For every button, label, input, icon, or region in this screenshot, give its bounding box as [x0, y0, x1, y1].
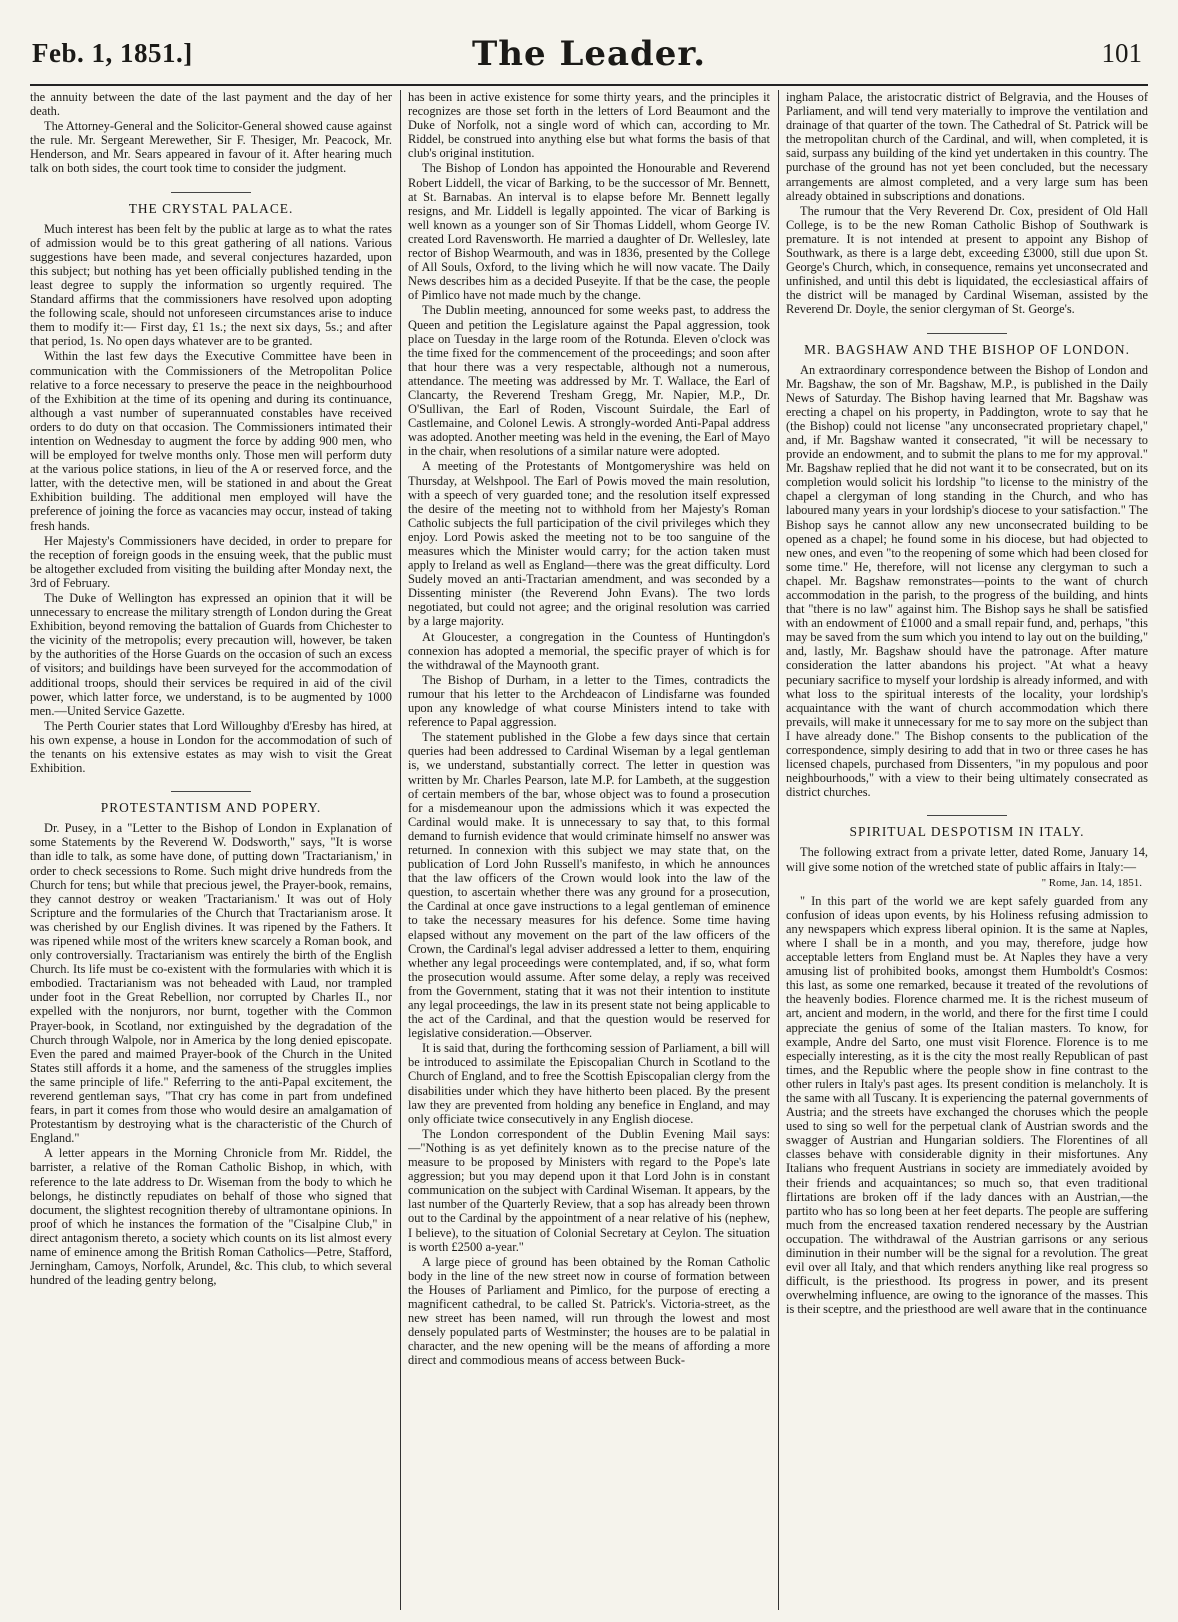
paragraph: The rumour that the Very Reverend Dr. Cox, president of Old Hall College, is to be the new Roman Catholic Bishop of Southwark is premature. It is not intended at present to appoint any Bishop of Southwark, as there is a large debt, exceeding £3000, still due upon St. George's Church, which, in consequence, remains yet unconsecrated and unfinished, and until this debt is liquidated, the ecclesiastical affairs of the district will be managed by Cardinal Wiseman, assisted by the Reverend Dr. Doyle, the senior clergyman of St. George's. [786, 203, 1148, 317]
section-heading-bagshaw: MR. BAGSHAW AND THE BISHOP OF LONDON. [804, 341, 1130, 357]
paragraph: A meeting of the Protestants of Montgomeryshire was held on Thursday, at Welshpool. The Earl of Powis moved the main resolution, with a speech of very guarded tone; and the resolution itself expressed the desire of the meeting not to withhold from her Majesty's Roman Catholic subjects the full participation of the civil privileges which they enjoy. Lord Powis asked the meeting not to be too sanguine of the measures which the Minister would carry; for the action taken must apply to Ireland as well as England—there was the great difficulty. Lord Sudely moved an anti-Tractarian amendment, and was seconded by a Dissenting minister (the Reverend John Evans). The two lords negotiated, but could not agree; and the original resolution was carried by a large majority. [408, 459, 770, 629]
paragraph: The Perth Courier states that Lord Willoughby d'Eresby has hired, at his own expense, a house in London for the accommodation of such of the tenants on his extensive estates as may wish to visit the Great Exhibition. [30, 718, 392, 776]
section-divider [927, 333, 1007, 334]
paragraph: The Duke of Wellington has expressed an opinion that it will be unnecessary to encrease the military strength of London during the Great Exhibition, beyond removing the battalion of Guards from Chichester to the vicinity of the metropolis; every precaution will, however, be taken by the authorities of the Horse Guards on the occasion of such an excess of visitors; and buildings have been surveyed for the accommodation of additional troops, should their services be required in aid of the civil power, which latter force, we understand, is to be augmented by 1000 men.—United Service Gazette. [30, 591, 392, 718]
column-divider [400, 90, 401, 1610]
letter-dateline: " Rome, Jan. 14, 1851. [1041, 876, 1142, 889]
paragraph: The Bishop of Durham, in a letter to the Times, contradicts the rumour that his letter to the Archdeacon of Lindisfarne was founded upon any knowledge of what course Ministers intend to take with reference to Papal aggression. [408, 672, 770, 730]
section-divider [171, 192, 251, 193]
paragraph: A large piece of ground has been obtained by the Roman Catholic body in the line of the new street now in course of formation between the Houses of Parliament and Pimlico, for the purpose of erecting a magnificent cathedral, to be called St. Patrick's. Victoria-street, as the new street has been named, will run through the lowest and most densely populated parts of Westminster; the houses are to be palatial in character, and the new opening will be the means of affording a more direct and commodious means of access between Buck- [408, 1254, 770, 1368]
column-2 [408, 90, 770, 1610]
paragraph: The statement published in the Globe a few days since that certain queries had been addressed to Cardinal Wiseman by a legal gentleman is, we understand, substantially correct. The letter in question was written by Mr. Charles Pearson, late M.P. for Lambeth, at the suggestion of certain members of the bar, whose object was to found a prosecution for a misdemeanour upon the admissions which it was expected the Cardinal would make. It is unnecessary to say that, to this formal demand to furnish evidence that would criminate himself no answer was returned. In connexion with this subject we may state that, on the publication of Lord John Russell's manifesto, in which he announces that the law officers of the Crown would look into the law of the question, to ascertain whether there was any ground for a prosecution, the Cardinal at once gave instructions to a legal gentleman of eminence to take the necessary measures for his defence. Some time having elapsed without any movement on the part of the law officers of the Crown, the Cardinal's legal adviser addressed a letter to them, enquiring whether any legal proceedings were contemplated, and, if so, what form the prosecution would assume. After some delay, a reply was received from the Government, stating that it was not their intention to institute any legal proceedings, the law in its present state not being applicable to the act of the Cardinal, and that the question would be reserved for legislative consideration.—Observer. [408, 730, 770, 1041]
paragraph: At Gloucester, a congregation in the Countess of Huntingdon's connexion has adopted a memorial, the specific prayer of which is for the withdrawal of the Maynooth grant. [408, 629, 770, 672]
paragraph: " In this part of the world we are kept safely guarded from any confusion of ideas upon events, by his Holiness refusing admission to any newspapers which express liberal opinion. It is the same at Naples, where I shall be in a month, and you may, therefore, judge how acceptable letters from England must be. At Naples they have a very amusing list of prohibited books, amongst them Humboldt's Cosmos: this last, as some one remarked, because it treated of the revolutions of the heavenly bodies. Florence charmed me. It is the richest museum of art, ancient and modern, in the world, and there for the first time I could appreciate the genius of some of the Italian masters. To know, for example, Andre del Sarto, one must visit Florence. Florence is to me especially interesting, as it is the city the most really Republican of past times, and the Republic where the people show in fine contrast to the other rulers in Italy's past ages. Its present condition is melancholy. It is the same with all Tuscany. It is experiencing the paternal governments of Austria; and the streets have exchanged the choruses which the people used to sing so well for the perpetual clank of Austrian swords and the swagger of Austrian and Hungarian soldiers. The Florentines of all classes behave with considerable dignity in their misfortunes. Any Italians who frequent Austrians in society are immediately avoided by their friends and acquaintances; so much so, that even traditional flirtations are broken off if the lady dances with an Austrian,—the partito who has so long been at her feet departs. The people are suffering much from the encreased taxation rendered necessary by the Austrian occupation. The withdrawal of the Austrian garrisons or any serious diminution in their number will be the signal for a revolution. The great evil over all Italy, and that which renders anything like real progress so difficult, is the priesthood. Its progress in power, and its present overwhelming influence, are owing to the ignorance of the masses. This is their sceptre, and the priesthood are well aware that in the continuance [786, 893, 1148, 1317]
page-number: 101 [1101, 38, 1142, 68]
paragraph: The Attorney-General and the Solicitor-General showed cause against the rule. Mr. Sergeant Merewether, Sir F. Thesiger, Mr. Peacock, Mr. Henderson, and Mr. Sears appeared in favour of it. After hearing much talk on both sides, the court took time to consider the judgment. [30, 119, 392, 176]
column-1 [30, 90, 392, 1610]
section-heading-italy: SPIRITUAL DESPOTISM IN ITALY. [849, 824, 1085, 840]
newspaper-title: The Leader. [471, 34, 707, 74]
section-divider [927, 815, 1007, 816]
paragraph: Dr. Pusey, in a "Letter to the Bishop of London in Explanation of some Statements by the Reverend W. Dodsworth," says, "It is worse than idle to talk, as some have done, of putting down 'Tractarianism,' in order to check secessions to Rome. Such might drive hundreds from the Church for tens; but while that precious jewel, the Prayer-book, remains, they cannot destroy or weaken 'Tractarianism.' It was out of Holy Scripture and the formularies of the Church that Tractarianism arose. It was cherished by our English divines. It was ripened by the Fathers. It was ripened while most of the writers knew scarcely a Roman book, and only controversially. Tractarianism was entirely the birth of the English Church. Its life must be co-existent with the formularies with which it is embodied. Tractarianism was not beheaded with Laud, nor trampled under foot in the Great Rebellion, nor corrupted by Charles II., nor expelled with the nonjurors, nor burnt, together with the Common Prayer-book, in Scotland, nor extinguished by the degradation of the Church through Walpole, nor in America by the long denied episcopate. Even the pared and maimed Prayer-book of the Church in the United States still affords it a home, and the sameness of the struggles implies the same principle of life." Referring to the anti-Papal excitement, the reverend gentleman says, "That cry has come in part from undefined fears, in part it comes from those who would desire an amalgamation of Protestantism by destroying what is the characteristic of the Church of England." [30, 821, 392, 1146]
paragraph: It is said that, during the forthcoming session of Parliament, a bill will be introduced to assimilate the Episcopalian Church in Scotland to the Church of England, and to free the Scottish Episcopalian clergy from the disabilities under which they have hitherto been placed. By the present law they are prevented from holding any benefice in England, and may only officiate twice consecutively in any English diocese. [408, 1041, 770, 1126]
section-divider [171, 791, 251, 792]
paragraph: The Bishop of London has appointed the Honourable and Reverend Robert Liddell, the vicar of Barking, to be the successor of Mr. Bennett, at St. Barnabas. An interval is to elapse before Mr. Bennett legally resigns, and Mr. Liddell is legally appointed. The vicar of Barking is well known as a younger son of Sir Thomas Liddell, whom George IV. created Lord Ravensworth. He married a daughter of Dr. Wellesley, late rector of Bishop Wearmouth, and was in 1836, presented by the College of All Souls, Oxford, to the living which he will now vacate. The Daily News describes him as a decided Puseyite. If that be the case, the people of Pimlico have not made much by the change. [408, 161, 770, 303]
paragraph: Much interest has been felt by the public at large as to what the rates of admission would be to this great gathering of all nations. Various suggestions have been made, and several conjectures hazarded, upon this subject; but nothing has yet been officially published tending in the least degree to supply the information so urgently required. The Standard affirms that the commissioners have resolved upon adopting the following scale, should not unforeseen circumstances arise to induce them to modify it:— First day, £1 1s.; the next six days, 5s.; and after that period, 1s. No open days whatever are to be granted. [30, 221, 392, 349]
article-columns [30, 90, 1148, 1610]
section-heading-protestantism: PROTESTANTISM AND POPERY. [100, 800, 322, 816]
paragraph: the annuity between the date of the last payment and the day of her death. [30, 90, 392, 119]
paragraph: The Dublin meeting, announced for some weeks past, to address the Queen and petition the Legislature against the Papal aggression, took place on Tuesday in the large room of the Rotunda. Eleven o'clock was the time fixed for the commencement of the proceedings; and soon after that hour there was a very respectable, although not a numerous, attendance. The meeting was addressed by Mr. T. Wallace, the Earl of Clancarty, the Reverend Tresham Gregg, Mr. Napier, M.P., Dr. O'Sullivan, the Earl of Roden, Viscount Suirdale, the Earl of Castlemaine, and Colonel Lewis. A strongly-worded Anti-Papal address was adopted. Another meeting was held in the evening, the Earl of Mayo in the chair, when resolutions of a similar nature were adopted. [408, 303, 770, 459]
issue-date: Feb. 1, 1851.] [32, 38, 193, 68]
paragraph: The following extract from a private letter, dated Rome, January 14, will give some notion of the wretched state of public affairs in Italy:— [786, 845, 1148, 874]
column-3 [786, 90, 1148, 1610]
masthead [30, 22, 1148, 86]
paragraph: A letter appears in the Morning Chronicle from Mr. Riddel, the barrister, a relative of the Roman Catholic Bishop, in which, with reference to the late address to Dr. Wiseman from the body to which he belongs, he distinctly repudiates on behalf of those who signed that document, the slightest recognition thereby of ultramontane opinions. In proof of which he instances the formation of the "Cisalpine Club," in direct antagonism thereto, a society which counts on its list almost every name of eminence among the British Roman Catholics—Petre, Stafford, Jerningham, Camoys, Norfolk, Arundel, &c. This club, to which several hundred of the leading gentry belong, [30, 1146, 392, 1288]
paragraph: Within the last few days the Executive Committee have been in communication with the Commissioners of the Metropolitan Police relative to a force necessary to preserve the peace in the neighbourhood of the Exhibition at the time of its opening and during its continuance, although a vast number of superannuated constables have received orders to do duty on that occasion. The Commissioners intimated their intention on Wednesday to augment the force by adding 900 men, who will be employed for twelve months only. Those men will perform duty at the various police stations, in lieu of the A or reserved force, and the latter, with the detective men, will be stationed in and about the Great Exhibition building. The additional men employed will have the preference of joining the force as vacancies may occur, instead of taking fresh hands. [30, 349, 392, 533]
paragraph: Her Majesty's Commissioners have decided, in order to prepare for the reception of foreign goods in the ensuing week, that the public must be altogether excluded from visiting the building after Monday next, the 3rd of February. [30, 533, 392, 590]
paragraph: The London correspondent of the Dublin Evening Mail says:—"Nothing is as yet definitely known as to the precise nature of the measure to be proposed by Ministers with regard to the Pope's late aggression; but you may depend upon it that Lord John is in constant communication on the subject with Cardinal Wiseman. It appears, by the last number of the Quarterly Review, that a sop has already been thrown out to the Cardinal by the appointment of a near relative of his (nephew, I believe), to the situation of Colonial Secretary at Ceylon. The situation is worth £2500 a-year." [408, 1126, 770, 1254]
paragraph: An extraordinary correspondence between the Bishop of London and Mr. Bagshaw, the son of Mr. Bagshaw, M.P., is published in the Daily News of Saturday. The Bishop having learned that Mr. Bagshaw was erecting a chapel on his property, in Paddington, wrote to say that he (the Bishop) could not license "any unconsecrated proprietary chapel," and, if Mr. Bagshaw wanted it consecrated, "it will be necessary to provide an endowment, and to submit the plans to me for my approval." Mr. Bagshaw replied that he did not want it to be consecrated, but on its completion would solicit his lordship "to license to the ministry of the chapel a clergyman of long standing in the Church, and who has laboured many years in your lordship's diocese to your satisfaction." The Bishop says he cannot allow any new unconsecrated building to be opened as a chapel; he found some in his diocese, but had objected to new ones, and even "to the reopening of some which had been closed for some time." He, therefore, will not license any clergyman to such a chapel. Mr. Bagshaw remonstrates—points to the want of church accommodation in the parish, to the progress of the building, and hints that "there is no law" against him. The Bishop says he shall be satisfied with an endowment of £1000 and a small repair fund, and, perhaps, "this may be saved from the sum which you intend to lay out on the building," and, lastly, Mr. Bagshaw should have the patronage. After mature consideration the latter abandons his project. "At what a heavy pecuniary sacrifice to myself your lordship is already informed, and with what loss to the spiritual interests of the locality, your lordship's acquaintance with the want of church accommodation which there prevails, will make it unnecessary for me to say more on the subject than I have already done." The Bishop consents to the publication of the correspondence, simply desiring to add that in two or three cases he has licensed chapels, purchased from Dissenters, "in my populous and poor neighbourhoods," with a view to their being ultimately consecrated as district churches. [786, 362, 1148, 800]
paragraph: ingham Palace, the aristocratic district of Belgravia, and the Houses of Parliament, and will tend very materially to improve the ventilation and drainage of that quarter of the town. The Cathedral of St. Patrick will be the metropolitan church of the Cardinal, and will, when completed, it is said, surpass any building of the kind yet undertaken in this country. The purchase of the ground has not yet been concluded, but the necessary arrangements are almost completed, and a very large sum has been already obtained in subscriptions and donations. [786, 90, 1148, 203]
section-heading-crystal-palace: THE CRYSTAL PALACE. [128, 200, 294, 216]
paragraph: has been in active existence for some thirty years, and the principles it recognizes are those set forth in the letters of Lord Beaumont and the Duke of Norfolk, not a single word of which can, according to Mr. Riddel, be construed into anything else but what forms the basis of that club's original institution. [408, 90, 770, 161]
column-divider [778, 90, 779, 1610]
